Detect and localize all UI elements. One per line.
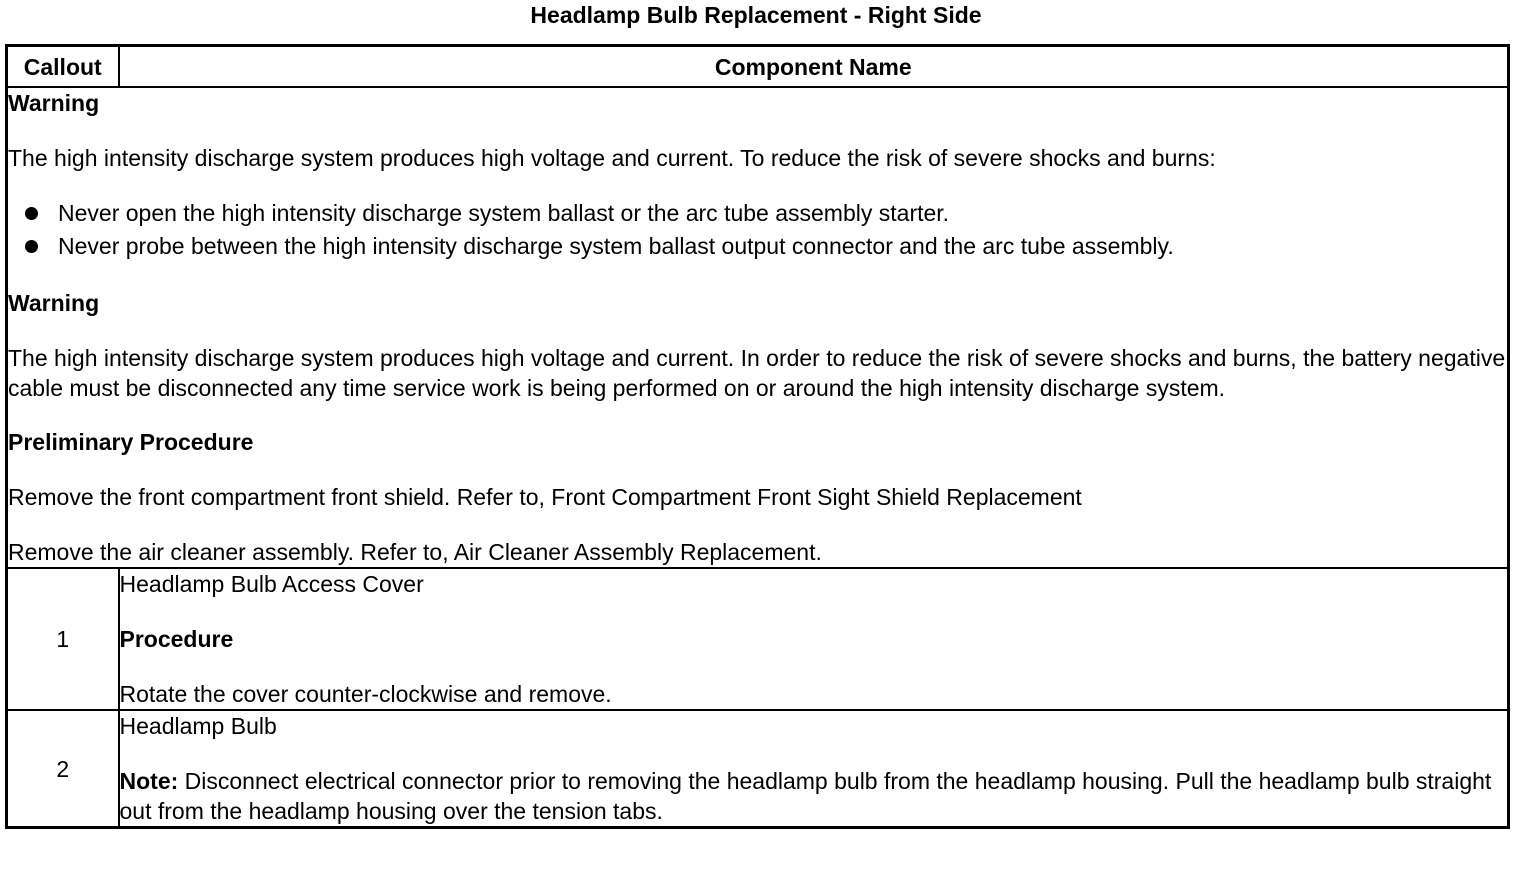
component-name: Headlamp Bulb Access Cover (119, 571, 424, 597)
intro-cell (7, 87, 1509, 568)
bullet-icon (25, 240, 38, 253)
table-row (7, 568, 1509, 710)
bullet-icon (25, 207, 38, 220)
component-name-column-header: Component Name (119, 46, 1509, 88)
procedure-heading: Procedure (119, 626, 234, 652)
intro-row (7, 87, 1509, 568)
bullet-text: Never open the high intensity discharge system ballast or the arc tube assembly starter. (58, 200, 950, 226)
procedure-text: Rotate the cover counter-clockwise and remove. (119, 681, 612, 707)
procedure-table (5, 44, 1510, 829)
warning-heading-2: Warning (8, 290, 100, 316)
preliminary-procedure-heading: Preliminary Procedure (8, 429, 254, 455)
component-cell (119, 568, 1509, 710)
callout-column-header: Callout (7, 46, 119, 88)
note-text: Disconnect electrical connector prior to removing the headlamp bulb from the headlamp housing. Pull the headlamp bulb straight out from the headlamp housing over the tension tabs. (119, 768, 1492, 824)
component-cell (119, 710, 1509, 828)
callout-number: 2 (7, 710, 119, 828)
warning-text-1: The high intensity discharge system produces high voltage and current. To reduce the risk of severe shocks and burns: (8, 145, 1216, 171)
list-item (25, 231, 1507, 264)
component-name: Headlamp Bulb (119, 713, 277, 739)
warning-bullet-list (8, 198, 1507, 264)
table-row (7, 710, 1509, 828)
preliminary-step-1: Remove the front compartment front shield. Refer to, Front Compartment Front Sight Shield Replacement (8, 484, 1082, 510)
warning-heading-1: Warning (8, 90, 100, 116)
bullet-text: Never probe between the high intensity discharge system ballast output connector and the arc tube assembly. (58, 233, 1174, 259)
warning-text-2: The high intensity discharge system produces high voltage and current. In order to reduce the risk of severe shocks and burns, the battery negative cable must be disconnected any time service work is being performed on or around the high intensity discharge system. (8, 345, 1506, 401)
document-title: Headlamp Bulb Replacement - Right Side (530, 2, 982, 28)
note-paragraph (120, 766, 1508, 826)
header-row (7, 46, 1509, 88)
note-label: Note: (119, 768, 179, 794)
callout-number: 1 (7, 568, 119, 710)
list-item (25, 198, 1507, 231)
preliminary-step-2: Remove the air cleaner assembly. Refer to, Air Cleaner Assembly Replacement. (8, 539, 822, 565)
